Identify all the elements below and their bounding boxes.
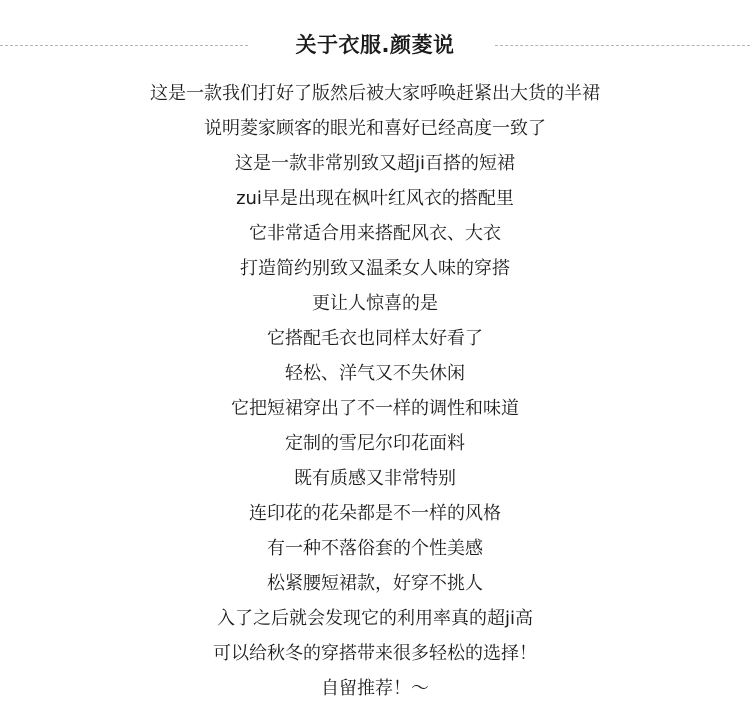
text-line: 打造简约别致又温柔女人味的穿搭 [240,258,510,279]
text-line: 说明菱家顾客的眼光和喜好已经高度一致了 [204,118,546,139]
header-divider-right [495,45,750,46]
text-line: 有一种不落俗套的个性美感 [267,538,483,559]
text-line: 既有质感又非常特别 [294,468,456,489]
text-line: 自留推荐！～ [321,678,429,699]
page-title: 关于衣服.颜菱说 [295,33,455,57]
text-line: 它把短裙穿出了不一样的调性和味道 [231,398,519,419]
text-line: 它搭配毛衣也同样太好看了 [267,328,483,349]
text-line: 它非常适合用来搭配风衣、大衣 [249,223,501,244]
text-line: 可以给秋冬的穿搭带来很多轻松的选择！ [213,643,537,664]
text-line: 这是一款非常别致又超ji百搭的短裙 [234,153,515,174]
text-line: 松紧腰短裙款，好穿不挑人 [267,573,483,594]
text-line: 定制的雪尼尔印花面料 [285,433,465,454]
text-line: zui早是出现在枫叶红风衣的搭配里 [236,188,514,209]
text-line: 连印花的花朵都是不一样的风格 [249,503,501,524]
text-line: 入了之后就会发现它的利用率真的超ji高 [216,608,533,629]
text-line: 轻松、洋气又不失休闲 [285,363,465,384]
section-header [0,26,750,66]
article-body [0,76,750,706]
text-line: 更让人惊喜的是 [312,293,438,314]
text-line: 这是一款我们打好了版然后被大家呼唤赶紧出大货的半裙 [150,83,600,104]
